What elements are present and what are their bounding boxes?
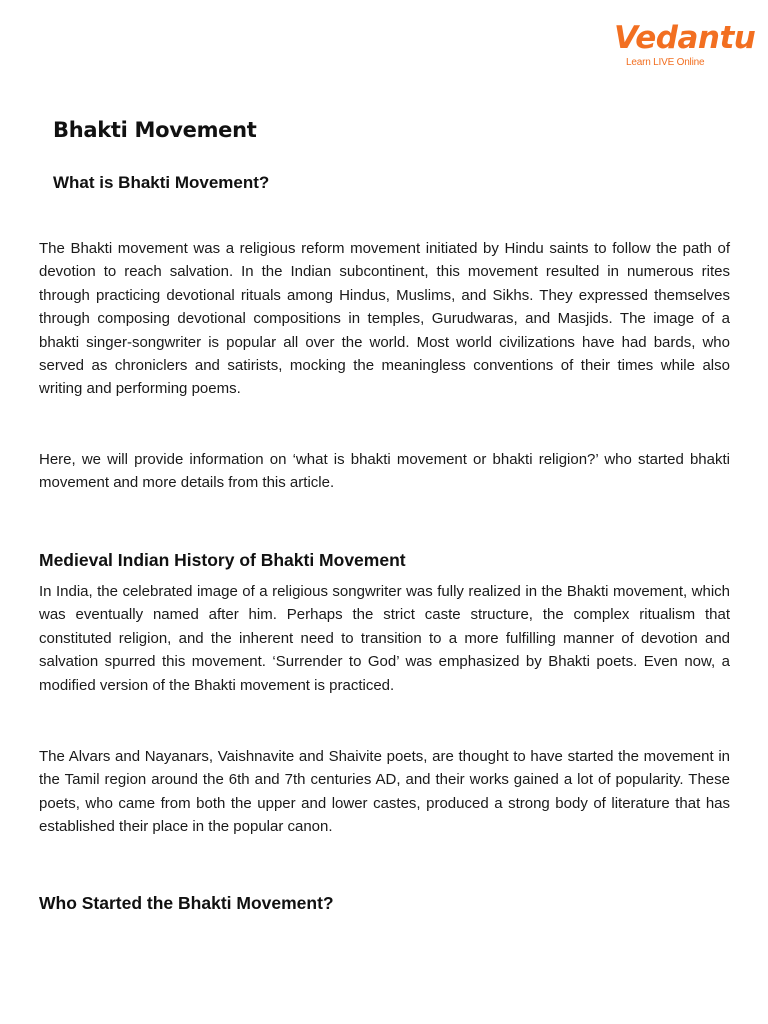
heading-who-started: Who Started the Bhakti Movement? [39,893,334,913]
logo-wordmark: Vedantu [614,20,756,56]
paragraph-medieval-1: In India, the celebrated image of a religious songwriter was fully realized in the Bhakti movement, which was eventually named after him. Perhaps the strict caste structure, the complex ritualism that constituted religion, and the inherent need to transition to a more fulfilling manner of devotion and salvation spurred this movement. ‘Surrender to God’ was emphasized by Bhakti poets. Even now, a modified version of the Bhakti movement is practiced. [39,583,730,694]
document-title: Bhakti Movement [53,118,257,142]
paragraph-medieval-2: The Alvars and Nayanars, Vaishnavite and Shaivite poets, are thought to have started the movement in the Tamil region around the 6th and 7th centuries AD, and their works gained a lot of popularity. These poets, who came from both the upper and lower castes, produced a strong body of literature that has established their place in the popular canon. [39,748,730,836]
paragraph-intro: The Bhakti movement was a religious reform movement initiated by Hindu saints to follow the path of devotion to reach salvation. In the Indian subcontinent, this movement resulted in numerous rites through practicing devotional rituals among Hindus, Muslims, and Sikhs. They expressed themselves through composing devotional compositions in temples, Gurudwaras, and Masjids. The image of a bhakti singer-songwriter is popular all over the world. Most world civilizations have had bards, who served as chroniclers and satirists, mocking the meaningless conventions of their times while also writing and performing poems. [39,240,730,398]
vedantu-logo [614,18,756,70]
heading-what-is-bhakti: What is Bhakti Movement? [53,173,270,192]
logo-tagline: Learn LIVE Online [626,57,705,68]
paragraph-here: Here, we will provide information on ‘what is bhakti movement or bhakti religion?’ who started bhakti movement and more details from this article. [39,451,730,492]
heading-medieval-history: Medieval Indian History of Bhakti Movement [39,550,406,570]
